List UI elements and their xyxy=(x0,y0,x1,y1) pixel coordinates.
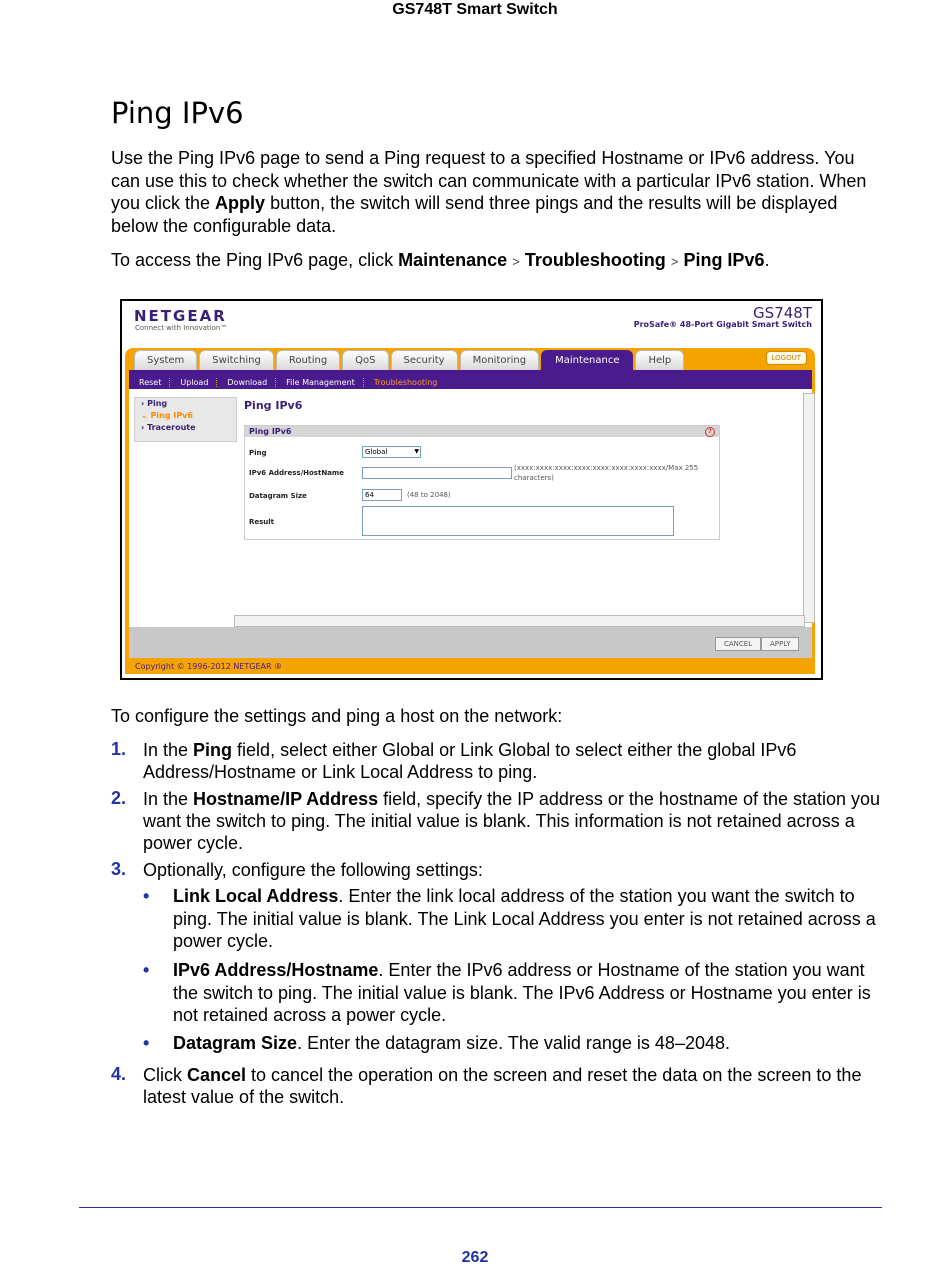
ping-select[interactable]: Global ▼ xyxy=(362,446,421,458)
ping-ipv6-screenshot xyxy=(120,299,823,680)
submenu-reset[interactable]: Reset xyxy=(139,378,170,387)
intro-paragraph: Use the Ping IPv6 page to send a Ping request to a specified Hostname or IPv6 address. You can use this to check whether the switch can communicate with a particular IPv6 station. When you click the Apply button, the switch will send three pings and the results will be displayed below the configurable data. xyxy=(111,148,867,236)
nav-item-ping-ipv6[interactable]: ⌄ Ping IPv6 xyxy=(141,411,193,420)
panel-header xyxy=(245,426,719,437)
nav-item-ping[interactable]: › Ping xyxy=(141,399,168,408)
ping-label: Ping xyxy=(249,449,267,457)
tab-help[interactable]: Help xyxy=(635,350,684,370)
bullet: • xyxy=(143,1033,150,1053)
bullet-datagram-size: Datagram Size. Enter the datagram size. The valid range is 48–2048. xyxy=(173,1033,730,1053)
result-label: Result xyxy=(249,518,275,526)
copyright: Copyright © 1996-2012 NETGEAR ® xyxy=(135,662,283,671)
button-bar xyxy=(129,627,812,658)
tab-switching[interactable]: Switching xyxy=(199,350,274,370)
tab-monitoring[interactable]: Monitoring xyxy=(460,350,539,370)
model-subtitle: ProSafe® 48-Port Gigabit Smart Switch xyxy=(633,320,812,329)
step-1: In the Ping field, select either Global or Link Global to select either the global IPv6 Address/Hostname or Link Local Address to ping. xyxy=(143,740,797,782)
apply-button[interactable]: APPLY xyxy=(761,637,799,651)
vertical-scrollbar[interactable] xyxy=(803,393,815,623)
footer-rule xyxy=(79,1207,882,1208)
netgear-tagline: Connect with Innovation™ xyxy=(135,324,228,332)
tab-maintenance[interactable]: Maintenance xyxy=(541,350,633,370)
sub-menu xyxy=(129,370,812,389)
page-number: 262 xyxy=(461,1249,489,1266)
horizontal-scrollbar[interactable] xyxy=(234,615,805,627)
ipv6-address-input[interactable] xyxy=(362,467,512,479)
result-textarea[interactable] xyxy=(362,506,674,536)
submenu-file-management[interactable]: File Management xyxy=(286,378,364,387)
bullet-ipv6-address-hostname: IPv6 Address/Hostname. Enter the IPv6 address or Hostname of the station you want the switch to ping. The initial value is blank. The IPv6 Address or Hostname you enter is not retained across a power cycle. xyxy=(173,960,871,1025)
submenu-download[interactable]: Download xyxy=(227,378,276,387)
step-4: Click Cancel to cancel the operation on the screen and reset the data on the screen to the latest value of the switch. xyxy=(143,1065,862,1107)
model-name: GS748T xyxy=(753,304,812,322)
ipv6-address-label: IPv6 Address/HostName xyxy=(249,469,344,477)
access-instructions: To access the Ping IPv6 page, click Maintenance > Troubleshooting > Ping IPv6. xyxy=(111,250,770,270)
ipv6-address-hint: (xxxx:xxxx:xxxx:xxxx:xxxx:xxxx:xxxx:xxxx/Max 255 characters) xyxy=(514,464,699,482)
page-title: Ping IPv6 xyxy=(244,399,303,412)
datagram-size-hint: (48 to 2048) xyxy=(407,491,451,499)
step-3: Optionally, configure the following settings: xyxy=(143,860,483,880)
step-number-1: 1. xyxy=(111,739,127,759)
datagram-size-label: Datagram Size xyxy=(249,492,307,500)
running-header: GS748T Smart Switch xyxy=(392,1,558,18)
chevron-down-icon: ▼ xyxy=(414,448,419,455)
step-2: In the Hostname/IP Address field, specify the IP address or the hostname of the station you want the switch to ping. The initial value is blank. This information is not retained across a power cycle. xyxy=(143,789,881,853)
ping-ipv6-panel xyxy=(244,425,720,540)
submenu-troubleshooting[interactable]: Troubleshooting xyxy=(373,378,438,387)
submenu-upload[interactable]: Upload xyxy=(180,378,217,387)
tab-security[interactable]: Security xyxy=(391,350,458,370)
datagram-size-input[interactable]: 64 xyxy=(362,489,402,501)
bullet-link-local-address: Link Local Address. Enter the link local address of the station you want the switch to ping. The initial value is blank. The Link Local Address you enter is not retained across a power cycle. xyxy=(173,886,876,951)
cancel-button[interactable]: CANCEL xyxy=(715,637,761,651)
tab-routing[interactable]: Routing xyxy=(276,350,340,370)
logout-button[interactable]: LOGOUT xyxy=(766,351,808,365)
step-number-4: 4. xyxy=(111,1064,127,1084)
main-tabs xyxy=(134,350,684,370)
nav-item-traceroute[interactable]: › Traceroute xyxy=(141,423,196,432)
tab-qos[interactable]: QoS xyxy=(342,350,388,370)
tab-system[interactable]: System xyxy=(134,350,197,370)
configure-intro: To configure the settings and ping a host on the network: xyxy=(111,706,563,726)
help-icon[interactable]: ? xyxy=(705,427,715,437)
step-number-2: 2. xyxy=(111,788,127,808)
bullet: • xyxy=(143,886,150,906)
step-number-3: 3. xyxy=(111,859,127,879)
bullet: • xyxy=(143,960,150,980)
panel-title: Ping IPv6 xyxy=(249,427,292,436)
netgear-logo: NETGEAR xyxy=(134,307,227,325)
content-area xyxy=(129,389,812,627)
section-title: Ping IPv6 xyxy=(111,96,244,130)
left-nav xyxy=(134,397,237,442)
